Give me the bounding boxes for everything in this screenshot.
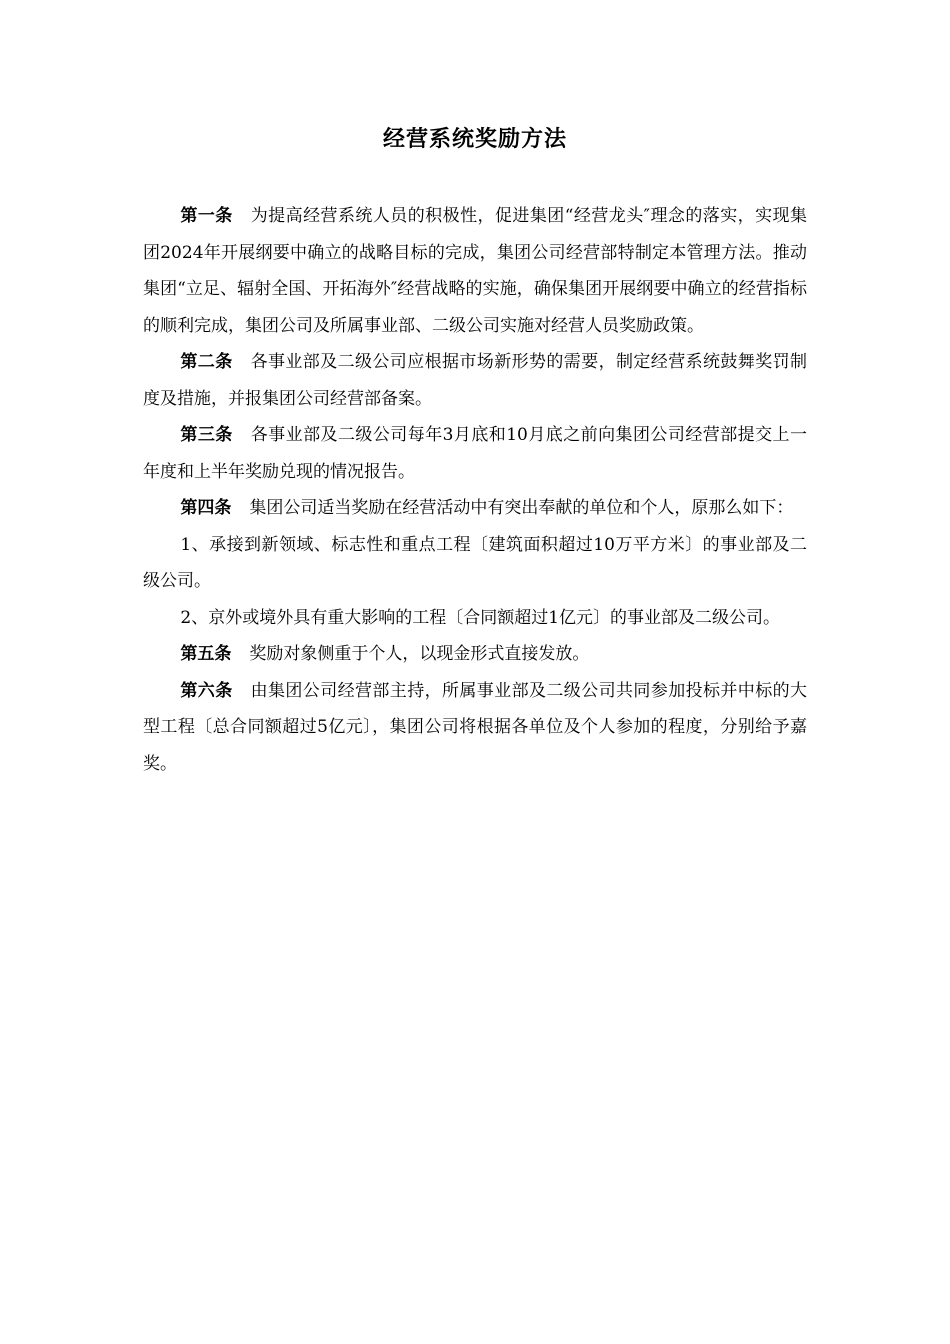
list-item-text: 2、京外或境外具有重大影响的工程〔合同额超过1亿元〕的事业部及二级公司。 bbox=[180, 607, 781, 628]
article-label: 第六条 bbox=[180, 680, 233, 701]
list-item-2 bbox=[143, 600, 807, 637]
article-text: 各事业部及二级公司每年3月底和10月底之前向集团公司经营部提交上一年度和上半年奖励兑现的情况报告。 bbox=[143, 425, 807, 482]
article-label: 第五条 bbox=[180, 644, 232, 664]
article-6 bbox=[143, 673, 807, 783]
article-label: 第二条 bbox=[180, 352, 233, 372]
article-text: 为提高经营系统人员的积极性，促进集团“经营龙头″理念的落实，实现集团2024年开展纲要中确立的战略目标的完成，集团公司经营部特制定本管理方法。推动集团“立足、辐射全国、开拓海外″经营战略的实施，确保集团开展纲要中确立的经营指标的顺利完成，集团公司及所属事业部、二级公司实施对经营人员奖励政策。 bbox=[143, 206, 808, 336]
article-label: 第三条 bbox=[180, 425, 233, 445]
list-item-text: 1、承接到新领域、标志性和重点工程〔建筑面积超过10万平方米〕的事业部及二级公司。 bbox=[143, 534, 807, 591]
article-1 bbox=[143, 198, 807, 344]
document-body bbox=[143, 198, 807, 782]
article-4 bbox=[143, 490, 807, 527]
article-label: 第一条 bbox=[180, 206, 233, 226]
list-item-1 bbox=[143, 527, 807, 600]
article-text: 集团公司适当奖励在经营活动中有突出奉献的单位和个人，原那么如下： bbox=[249, 498, 794, 518]
article-text: 奖励对象侧重于个人，以现金形式直接发放。 bbox=[249, 644, 590, 664]
article-3 bbox=[143, 417, 807, 490]
article-text: 各事业部及二级公司应根据市场新形势的需要，制定经营系统鼓舞奖罚制度及措施，并报集团公司经营部备案。 bbox=[143, 352, 808, 409]
article-2 bbox=[143, 344, 807, 417]
article-text: 由集团公司经营部主持，所属事业部及二级公司共同参加投标并中标的大型工程〔总合同额超过5亿元〕，集团公司将根据各单位及个人参加的程度，分别给予嘉奖。 bbox=[143, 680, 808, 774]
document-title: 经营系统奖励方法 bbox=[382, 127, 567, 152]
article-5 bbox=[143, 636, 807, 673]
article-label: 第四条 bbox=[180, 498, 232, 518]
